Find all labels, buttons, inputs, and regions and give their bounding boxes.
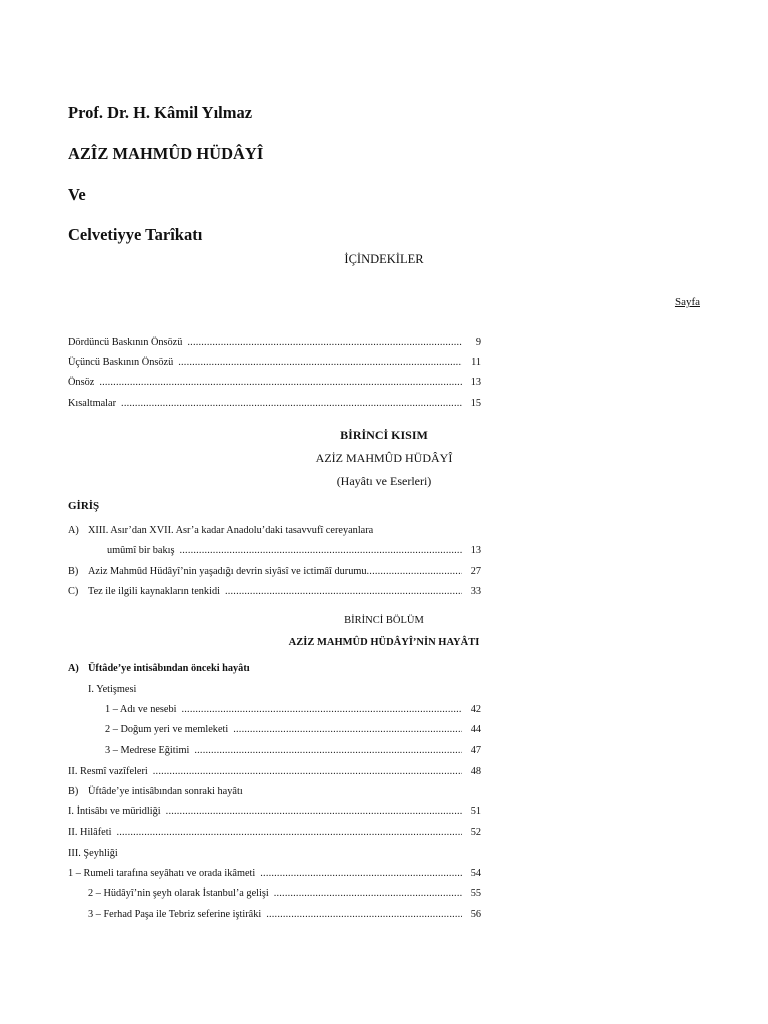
toc-entry: 2 – Hüdâyî’nin şeyh olarak İstanbul’a gelişi ..... 55 <box>88 888 481 902</box>
toc-entry: Üçüncü Baskının Önsözü ..... 11 <box>68 357 481 371</box>
page-column-label: Sayfa <box>674 296 700 308</box>
intro-c-label: C) <box>68 586 79 597</box>
toc-entry: Dördüncü Baskının Önsözü ..... 9 <box>68 337 481 351</box>
intro-b-label: B) <box>68 566 79 577</box>
book-title-line-1: AZÎZ MAHMÛD HÜDÂYÎ <box>68 144 264 163</box>
toc-entry: umûmî bir bakış ..... 13 <box>107 545 481 559</box>
section-a-text: Üftâde’ye intisâbından önceki hayâtı <box>88 663 250 674</box>
section-b-text: Üftâde’ye intisâbından sonraki hayâtı <box>88 786 243 797</box>
toc-entry: I. İntisâbı ve müridliği ..... 51 <box>68 806 481 820</box>
toc-entry: 1 – Rumeli tarafına seyâhatı ve orada ikâmeti ..... 54 <box>68 868 481 882</box>
toc-entry: Tez ile ilgili kaynakların tenkidi ..... 33 <box>88 586 481 600</box>
section-b-label: B) <box>68 786 79 797</box>
toc-heading: İÇİNDEKİLER <box>344 252 424 266</box>
toc-entry: Aziz Mahmûd Hüdâyî’nin yaşadığı devrin siyâsî ve ictimâî durumu ..... 27 <box>88 566 481 580</box>
part-subtitle: (Hayâtı ve Eserleri) <box>336 474 432 488</box>
book-title-line-3: Celvetiyye Tarîkatı <box>68 225 203 244</box>
intro-heading: GİRİŞ <box>68 500 100 512</box>
section-a-label: A) <box>68 663 79 674</box>
toc-entry: 1 – Adı ve nesebi ..... 42 <box>105 704 481 718</box>
book-title-line-2: Ve <box>68 185 86 204</box>
toc-entry: 3 – Medrese Eğitimi ..... 47 <box>105 745 481 759</box>
toc-entry: 3 – Ferhad Paşa ile Tebriz seferine iştirâki ..... 56 <box>88 909 481 923</box>
chapter-name: BİRİNCİ BÖLÜM <box>344 615 424 626</box>
part-name: BİRİNCİ KISIM <box>340 428 428 442</box>
subsection-title: III. Şeyhliği <box>68 848 118 859</box>
toc-entry: 2 – Doğum yeri ve memleketi ..... 44 <box>105 724 481 738</box>
toc-entry: Önsöz ..... 13 <box>68 377 481 391</box>
toc-entry: II. Resmî vazîfeleri ..... 48 <box>68 766 481 780</box>
subsection-title: I. Yetişmesi <box>88 684 137 695</box>
intro-a-text: XIII. Asır’dan XVII. Asr’a kadar Anadolu’daki tasavvufî cereyanlara <box>88 525 374 536</box>
book-author: Prof. Dr. H. Kâmil Yılmaz <box>68 103 253 122</box>
intro-a-label: A) <box>68 525 79 536</box>
part-title: AZİZ MAHMÛD HÜDÂYÎ <box>315 451 453 465</box>
chapter-title: AZİZ MAHMÛD HÜDÂYÎ’NİN HAYÂTI <box>288 637 480 648</box>
toc-entry: II. Hilâfeti ..... 52 <box>68 827 481 841</box>
toc-entry: Kısaltmalar ..... 15 <box>68 398 481 412</box>
